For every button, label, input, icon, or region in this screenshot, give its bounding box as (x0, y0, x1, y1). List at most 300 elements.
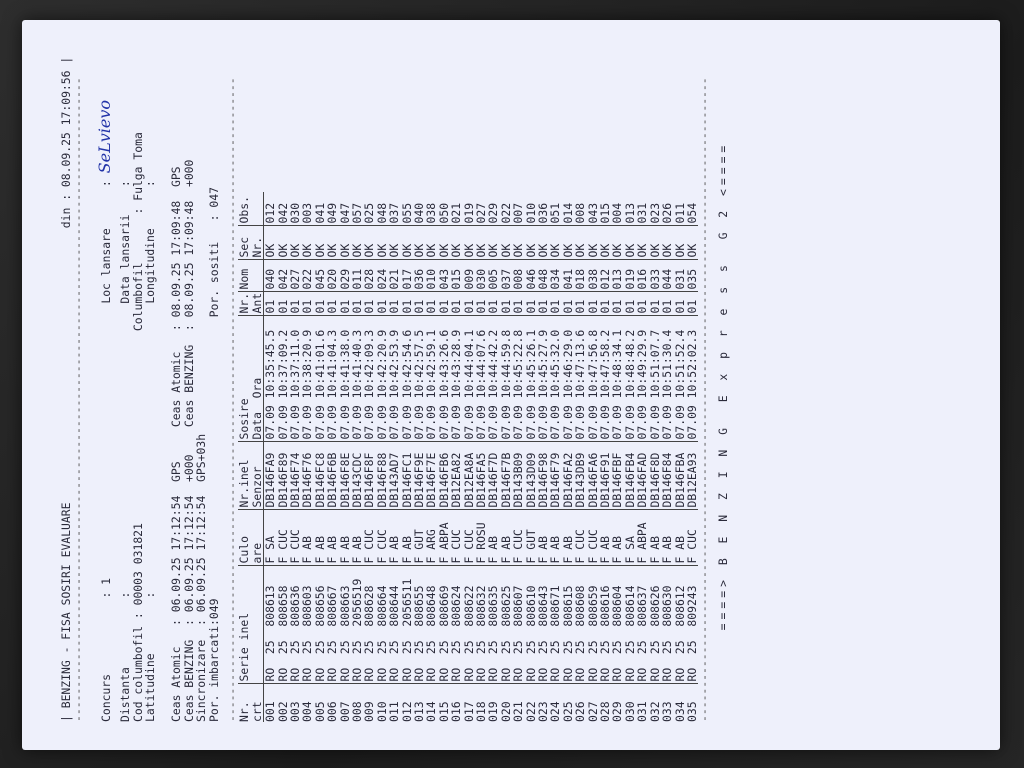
table-cell: 01 (388, 292, 400, 316)
table-cell: 016 (449, 701, 464, 722)
table-cell-part: RO (263, 667, 278, 682)
table-cell-part: F (275, 556, 290, 564)
table-cell: 024 (548, 701, 563, 722)
header-ant-2: Ant (251, 292, 264, 316)
table-cell: 07.09 10:47:56.8 (587, 316, 599, 442)
table-cell-part: RO (523, 667, 538, 682)
header-sec: Sec (238, 226, 250, 260)
table-cell: 044 (661, 260, 673, 292)
table-cell: 041 (314, 192, 326, 226)
table-cell: DB146F8E (339, 442, 351, 510)
table-cell: 030 (475, 260, 487, 292)
table-cell: 020 (326, 260, 338, 292)
table-cell-part: 808655 (411, 585, 426, 627)
table-cell: 017 (401, 260, 413, 292)
table-cell-part: 808626 (647, 585, 662, 627)
table-cell: DB146F91 (599, 442, 611, 510)
table-cell-part: CUC (275, 529, 290, 550)
loc-label: Loc lansare (98, 228, 113, 304)
table-cell: OK (339, 226, 351, 260)
table-cell-part: 25 (287, 640, 302, 655)
cod-label: Cod columbofil : (130, 612, 145, 722)
table-cell: 07.09 10:51:30.4 (661, 316, 673, 442)
table-cell-part: 25 (511, 640, 526, 655)
table-cell-part: 808656 (312, 585, 327, 627)
clock-label: Sincronizare (194, 639, 209, 722)
table-cell-part: F (287, 556, 302, 564)
table-cell: DB146F8F (363, 442, 375, 510)
table-cell-part: 808604 (610, 585, 625, 627)
table-cell-part: F (474, 556, 489, 564)
divider: ---------------------------------------------------------------------------------------------- (697, 77, 712, 722)
table-cell: 023 (536, 701, 551, 722)
table-cell-part: 25 (312, 640, 327, 655)
table-cell-part: CUC (374, 529, 389, 550)
table-cell: DB146F74 (289, 442, 301, 510)
table-cell-part: 808669 (436, 585, 451, 627)
table-cell: 01 (562, 292, 574, 316)
table-cell-part: RO (325, 667, 340, 682)
table-cell: 017 (461, 701, 476, 722)
table-cell: DB146F88 (376, 442, 388, 510)
table-cell-part: 808635 (486, 585, 501, 627)
table-cell: 07.09 10:47:58.2 (599, 316, 611, 442)
table-cell: 07.09 10:44:07.6 (475, 316, 487, 442)
table-cell: 07.09 10:48:48.2 (624, 316, 636, 442)
table-cell-part: 808630 (660, 585, 675, 627)
table-cell: OK (686, 226, 698, 260)
table-cell: 07.09 10:38:20.9 (301, 316, 313, 442)
table-cell: 011 (387, 701, 402, 722)
header-crt: crt (251, 684, 264, 722)
table-cell: OK (401, 226, 413, 260)
table-cell: 040 (264, 260, 277, 292)
table-cell-part: 25 (362, 640, 377, 655)
table-cell-part: AB (536, 536, 551, 550)
table-cell: DB143CDC (351, 442, 363, 510)
table-cell-part: 25 (411, 640, 426, 655)
table-cell: 021 (388, 260, 400, 292)
table-cell-part: 808615 (560, 585, 575, 627)
table-cell: OK (661, 226, 673, 260)
table-cell: 07.09 10:49:29.9 (636, 316, 648, 442)
table-cell: DB146FB6 (438, 442, 450, 510)
clock-value: 08.09.25 17:09:48 (181, 200, 196, 318)
table-cell: OK (376, 226, 388, 260)
table-cell-part: F (486, 556, 501, 564)
table-cell: 07.09 10:42:20.9 (376, 316, 388, 442)
table-cell-part: AB (300, 536, 315, 550)
table-cell: 010 (425, 260, 437, 292)
table-cell: 005 (487, 260, 499, 292)
table-cell: 008 (349, 701, 364, 722)
title-line: | BENZING - FISA SOSIRI EVALUARE din : 08.09.25 17:09:56 | (59, 56, 73, 722)
table-cell: 008 (574, 192, 586, 226)
table-cell: DB146F6B (326, 442, 338, 510)
table-cell-part: 25 (585, 640, 600, 655)
table-cell: 011 (351, 260, 363, 292)
table-cell: 021 (450, 192, 462, 226)
table-cell: 042 (277, 192, 289, 226)
table-cell: 055 (401, 192, 413, 226)
table-cell-part: F (573, 556, 588, 564)
table-cell-part: RO (399, 667, 414, 682)
table-cell: 048 (537, 260, 549, 292)
clock-label: Ceas Atomic (169, 351, 184, 428)
table-cell-part: 808603 (300, 585, 315, 627)
table-cell: 019 (624, 260, 636, 292)
table-cell-part: RO (511, 667, 526, 682)
table-cell: 007 (337, 701, 352, 722)
table-cell: 054 (686, 192, 698, 226)
table-cell-part: F (325, 556, 340, 564)
table-cell-part: AB (486, 536, 501, 550)
table-cell: DB12EA93 (686, 442, 698, 510)
table-cell: 01 (624, 292, 636, 316)
table-cell: 07.09 10:42:54.6 (401, 316, 413, 442)
table-cell: 01 (574, 292, 586, 316)
table-cell: 01 (376, 292, 388, 316)
table-cell: 050 (438, 192, 450, 226)
table-cell: 01 (351, 292, 363, 316)
table-cell: 07.09 10:43:26.6 (438, 316, 450, 442)
table-cell: DB146FBF (611, 442, 623, 510)
table-cell-part: RO (486, 667, 501, 682)
table-cell: 07.09 10:46:29.0 (562, 316, 574, 442)
table-cell-part: 808624 (449, 585, 464, 627)
table-cell: 01 (587, 292, 599, 316)
table-cell-part: 808643 (536, 585, 551, 627)
clock-label: Por. imbarcati: (206, 619, 221, 722)
table-cell-part: AB (660, 536, 675, 550)
header-serie: Serie inel (238, 566, 250, 684)
table-cell-part: RO (573, 667, 588, 682)
table-cell: 048 (376, 192, 388, 226)
table-cell: 07.09 10:48:34.1 (611, 316, 623, 442)
table-cell: OK (537, 226, 549, 260)
table-cell: 026 (573, 701, 588, 722)
clock-label: Ceas BENZING (181, 639, 196, 722)
table-cell-part: RO (449, 667, 464, 682)
table-cell-part: F (449, 556, 464, 564)
table-cell-part: 25 (449, 640, 464, 655)
table-cell: 07.09 10:42:09.3 (363, 316, 375, 442)
table-cell-part: SA (263, 536, 278, 550)
table-cell: 015 (436, 701, 451, 722)
table-cell: 047 (339, 192, 351, 226)
table-cell-part: 25 (598, 640, 613, 655)
table-cell-part: AB (387, 536, 402, 550)
table-cell: 07.09 10:43:28.9 (450, 316, 462, 442)
table-cell-part: RO (312, 667, 327, 682)
table-cell: 040 (413, 192, 425, 226)
din-value: 08.09.25 17:09:56 (59, 70, 73, 188)
table-cell: OK (314, 226, 326, 260)
table-cell-part: 808663 (337, 585, 352, 627)
table-cell: 007 (512, 192, 524, 226)
table-cell: DB143B09 (512, 442, 524, 510)
table-cell: DB146FC8 (314, 442, 326, 510)
table-cell-part: RO (424, 667, 439, 682)
table-cell-part: F (411, 556, 426, 564)
table-cell: 01 (636, 292, 648, 316)
table-cell-part: 808636 (287, 585, 302, 627)
table-cell-part: CUC (585, 529, 600, 550)
table-cell-part: 25 (498, 640, 513, 655)
table-cell-part: 25 (635, 640, 650, 655)
table-cell-part: CUC (362, 529, 377, 550)
table-cell: 07.09 10:44:42.2 (487, 316, 499, 442)
table-cell-part: SA (622, 536, 637, 550)
table-cell: 07.09 10:45:32.0 (549, 316, 561, 442)
table-cell-part: 25 (573, 640, 588, 655)
table-cell: DB146F76 (301, 442, 313, 510)
clock-suffix: GPS (169, 166, 184, 188)
table-cell: OK (363, 226, 375, 260)
table-cell-part: AB (548, 536, 563, 550)
table-cell: 029 (339, 260, 351, 292)
table-cell: 01 (401, 292, 413, 316)
table-cell-part: 808628 (362, 585, 377, 627)
table-cell-part: F (387, 556, 402, 564)
table-cell: OK (351, 226, 363, 260)
table-cell: 005 (312, 701, 327, 722)
table-cell-part: CUC (573, 529, 588, 550)
table-cell: 049 (326, 192, 338, 226)
table-cell-part: F (461, 556, 476, 564)
table-cell-part: RO (660, 667, 675, 682)
table-cell-part: 808667 (325, 585, 340, 627)
footer-banner: ====> B E N Z I N G E x p r e s s G 2 <==== (715, 141, 730, 631)
table-cell: 018 (574, 260, 586, 292)
table-cell: 07.09 10:37:09.2 (277, 316, 289, 442)
table-cell-part: RO (498, 667, 513, 682)
table-cell-part: AB (560, 536, 575, 550)
table-cell-part: F (672, 556, 687, 564)
table-cell: DB143DB9 (574, 442, 586, 510)
columbofil-label: Columbofil (130, 262, 145, 332)
table-cell-part: RO (374, 667, 389, 682)
table-cell: 013 (624, 192, 636, 226)
table-cell: 07.09 10:41:01.6 (314, 316, 326, 442)
table-cell-part: AB (337, 536, 352, 550)
header-are: are (251, 510, 264, 566)
table-cell-part: RO (585, 667, 600, 682)
table-cell: 01 (487, 292, 499, 316)
table-cell: 01 (413, 292, 425, 316)
table-cell: 07.09 10:52:02.3 (686, 316, 698, 442)
table-cell: 025 (363, 192, 375, 226)
table-cell-part: RO (647, 667, 662, 682)
clock-suffix: GPS+03h (194, 433, 209, 482)
table-cell: 028 (363, 260, 375, 292)
clock-suffix: +000 (181, 454, 196, 482)
table-cell: 013 (411, 701, 426, 722)
table-cell-part: RO (598, 667, 613, 682)
table-cell: 01 (438, 292, 450, 316)
table-cell: OK (611, 226, 623, 260)
table-cell: 019 (486, 701, 501, 722)
distanta-label: Distanta (118, 667, 133, 722)
clock-label: Ceas BENZING (181, 344, 196, 428)
table-cell: OK (562, 226, 574, 260)
table-cell: DB146F7D (487, 442, 499, 510)
clock-suffix: GPS (169, 461, 184, 482)
table-cell-part: 808671 (548, 585, 563, 627)
table-cell-part: AB (610, 536, 625, 550)
table-cell: 01 (425, 292, 437, 316)
table-cell: 009 (463, 260, 475, 292)
table-cell: 015 (450, 260, 462, 292)
table-cell: 012 (399, 701, 414, 722)
table-cell: 043 (587, 192, 599, 226)
table-cell: 041 (562, 260, 574, 292)
table-cell-part: 808613 (263, 585, 278, 627)
table-cell-part: 25 (349, 640, 364, 655)
table-cell-part: 25 (622, 640, 637, 655)
table-cell-part: 25 (560, 640, 575, 655)
table-cell: 043 (438, 260, 450, 292)
table-cell: 07.09 10:42:57.5 (413, 316, 425, 442)
table-cell: 01 (674, 292, 686, 316)
table-cell-part: 25 (399, 640, 414, 655)
table-cell: 015 (599, 192, 611, 226)
table-cell-part: CUC (461, 529, 476, 550)
table-cell: 07.09 10:45:22.8 (512, 316, 524, 442)
table-cell-part: AB (598, 536, 613, 550)
table-cell: 011 (674, 192, 686, 226)
table-cell: 01 (326, 292, 338, 316)
table-cell-part: F (585, 556, 600, 564)
table-cell: 031 (674, 260, 686, 292)
table-cell: OK (649, 226, 661, 260)
table-cell-part: F (362, 556, 377, 564)
table-cell: OK (500, 226, 512, 260)
table-cell-part: CUC (449, 529, 464, 550)
table-cell: 028 (598, 701, 613, 722)
table-cell: 038 (425, 192, 437, 226)
sheet-content (50, 46, 990, 726)
table-cell-part: F (424, 556, 439, 564)
table-cell-part: F (263, 556, 278, 564)
table-cell: 07.09 10:47:13.6 (574, 316, 586, 442)
table-cell-part: F (312, 556, 327, 564)
divider: ---------------------------------------------------------------------------------------------- (71, 77, 86, 722)
table-cell-part: RO (461, 667, 476, 682)
table-cell: 01 (277, 292, 289, 316)
table-cell-part: 808637 (635, 585, 650, 627)
table-cell-part: 808659 (585, 585, 600, 627)
table-cell: 07.09 10:44:59.8 (500, 316, 512, 442)
table-cell-part: F (598, 556, 613, 564)
table-cell-part: F (647, 556, 662, 564)
table-cell: 023 (649, 192, 661, 226)
table-cell: 07.09 10:42:59.1 (425, 316, 437, 442)
clock-suffix: +000 (181, 159, 196, 188)
table-cell: 037 (500, 260, 512, 292)
table-cell: 012 (264, 192, 277, 226)
table-cell-part: 25 (536, 640, 551, 655)
table-cell-part: 808625 (498, 585, 513, 627)
table-cell: OK (574, 226, 586, 260)
table-cell-part: F (349, 556, 364, 564)
table-cell-part: CUC (511, 529, 526, 550)
header-obs: Obs. (238, 192, 250, 226)
table-cell: DB12EA8A (463, 442, 475, 510)
table-cell-part: F (560, 556, 575, 564)
table-cell: 002 (275, 701, 290, 722)
longitudine-label: Longitudine (142, 228, 157, 304)
table-cell-part: RO (349, 667, 364, 682)
clock-value: 06.09.25 17:12:54 (181, 495, 196, 613)
table-cell-part: F (536, 556, 551, 564)
table-cell: DB146FA2 (562, 442, 574, 510)
table-cell: 07.09 10:45:27.9 (537, 316, 549, 442)
table-cell: 010 (374, 701, 389, 722)
table-cell: DB146F84 (661, 442, 673, 510)
table-cell: 019 (463, 192, 475, 226)
table-cell: OK (599, 226, 611, 260)
table-cell: OK (549, 226, 561, 260)
loc-value-handwritten: SeLvievo (94, 99, 114, 174)
document-title: BENZING - FISA SOSIRI EVALUARE (59, 502, 73, 709)
table-cell: DB146FA5 (475, 442, 487, 510)
table-cell: OK (487, 226, 499, 260)
table-header-row-2 (251, 192, 264, 722)
table-cell-part: 25 (461, 640, 476, 655)
table-cell-part: GUT (523, 529, 538, 550)
table-cell: 035 (686, 260, 698, 292)
table-cell-part: RO (684, 667, 699, 682)
table-cell: 016 (636, 260, 648, 292)
data-lansari-label: Data lansarii (118, 214, 133, 304)
table-cell-part: 25 (672, 640, 687, 655)
table-cell-part: ROSU (474, 522, 489, 550)
table-cell-part: 25 (436, 640, 451, 655)
table-cell-part: AB (647, 536, 662, 550)
table-cell-part: 808658 (275, 585, 290, 627)
table-cell: 036 (413, 260, 425, 292)
table-cell-part: 808608 (573, 585, 588, 627)
table-cell: 051 (549, 192, 561, 226)
table-cell: 038 (587, 260, 599, 292)
table-cell: OK (674, 226, 686, 260)
table-cell: OK (463, 226, 475, 260)
table-cell-part: RO (474, 667, 489, 682)
table-cell-part: 808612 (672, 585, 687, 627)
table-cell: OK (525, 226, 537, 260)
table-cell: 021 (511, 701, 526, 722)
table-cell: 013 (611, 260, 623, 292)
table-cell-part: 2056519 (349, 578, 364, 627)
table-cell: DB146FA9 (264, 442, 277, 510)
table-cell-part: F (337, 556, 352, 564)
table-cell: OK (277, 226, 289, 260)
table-cell-part: RO (536, 667, 551, 682)
table-cell-part: F (660, 556, 675, 564)
table-cell: 01 (450, 292, 462, 316)
table-cell-part: ABPA (635, 522, 650, 550)
header-nr-inel: Nr.inel (238, 442, 250, 510)
table-cell-part: F (399, 556, 414, 564)
table-cell-part: 25 (486, 640, 501, 655)
table-cell: 025 (560, 701, 575, 722)
table-cell-part: 25 (647, 640, 662, 655)
table-cell-part: 808607 (511, 585, 526, 627)
table-cell: 07.09 10:41:40.3 (351, 316, 363, 442)
table-cell: 022 (301, 260, 313, 292)
table-cell: 01 (686, 292, 698, 316)
